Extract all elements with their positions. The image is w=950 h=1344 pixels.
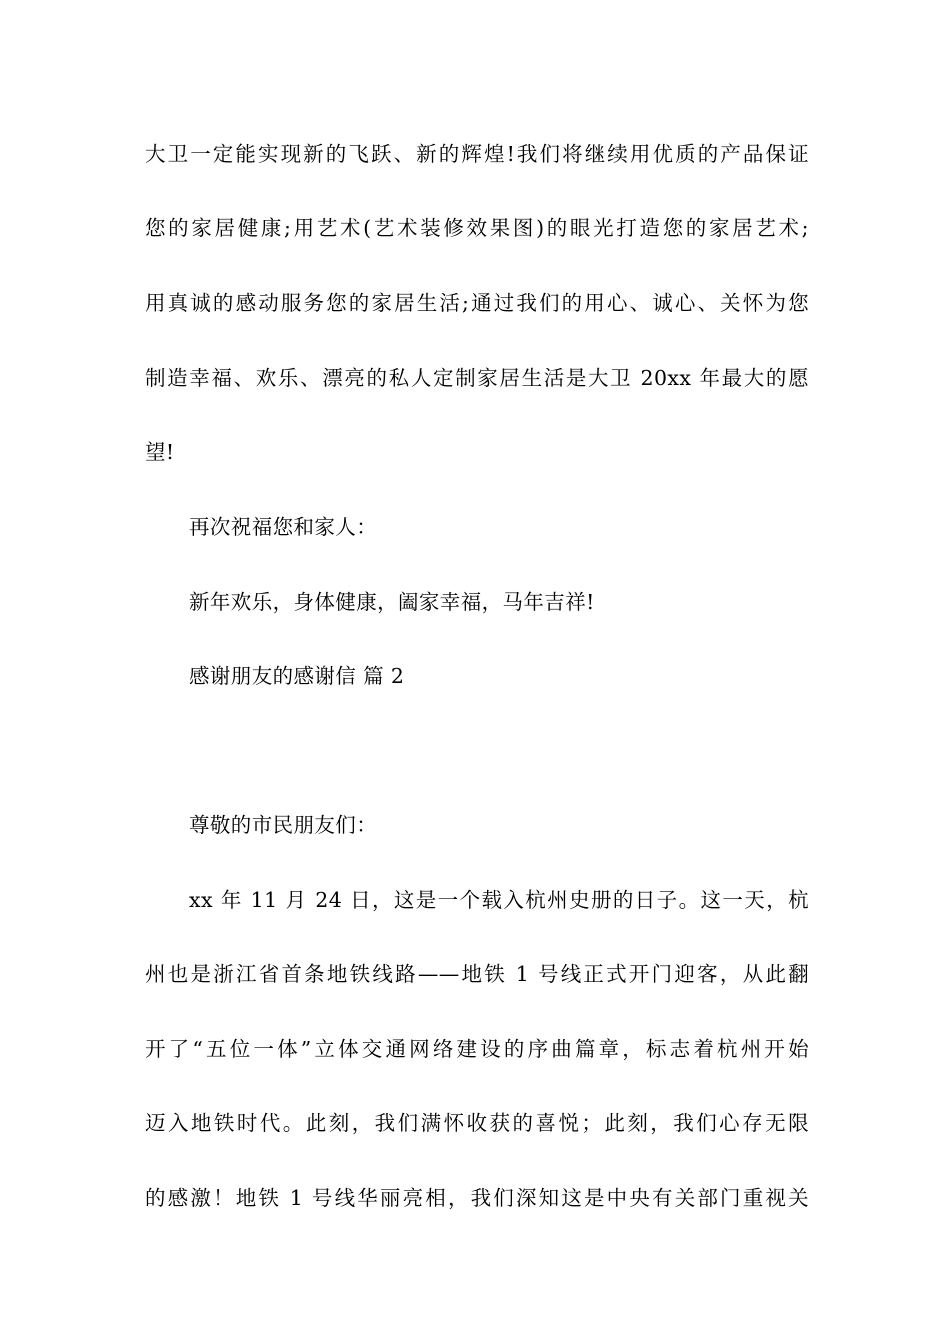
paragraph-line: 的感激！地铁 1 号线华丽亮相，我们深知这是中央有关部门重视关 bbox=[145, 1186, 809, 1210]
paragraph-line: 用真诚的感动服务您的家居生活;通过我们的用心、诚心、关怀为您 bbox=[145, 291, 809, 315]
blessing-line: 新年欢乐，身体健康，阖家幸福，马年吉祥! bbox=[189, 590, 595, 614]
paragraph-line: xx 年 11 月 24 日，这是一个载入杭州史册的日子。这一天，杭 bbox=[189, 888, 809, 912]
paragraph-line: 制造幸福、欢乐、漂亮的私人定制家居生活是大卫 20xx 年最大的愿 bbox=[145, 366, 809, 390]
paragraph-line: 大卫一定能实现新的飞跃、新的辉煌!我们将继续用优质的产品保证 bbox=[145, 142, 809, 166]
salutation-line: 尊敬的市民朋友们： bbox=[189, 813, 378, 837]
section-heading: 感谢朋友的感谢信 篇 2 bbox=[189, 664, 405, 688]
paragraph-line: 州也是浙江省首条地铁线路——地铁 1 号线正式开门迎客，从此翻 bbox=[145, 962, 809, 986]
paragraph-line: 迈入地铁时代。此刻，我们满怀收获的喜悦；此刻，我们心存无限 bbox=[145, 1111, 809, 1135]
paragraph-line: 您的家居健康;用艺术(艺术装修效果图)的眼光打造您的家居艺术; bbox=[145, 216, 809, 240]
paragraph-line: 望! bbox=[145, 440, 175, 464]
paragraph-line: 开了“五位一体”立体交通网络建设的序曲篇章，标志着杭州开始 bbox=[145, 1037, 809, 1061]
greeting-line: 再次祝福您和家人： bbox=[189, 515, 378, 539]
